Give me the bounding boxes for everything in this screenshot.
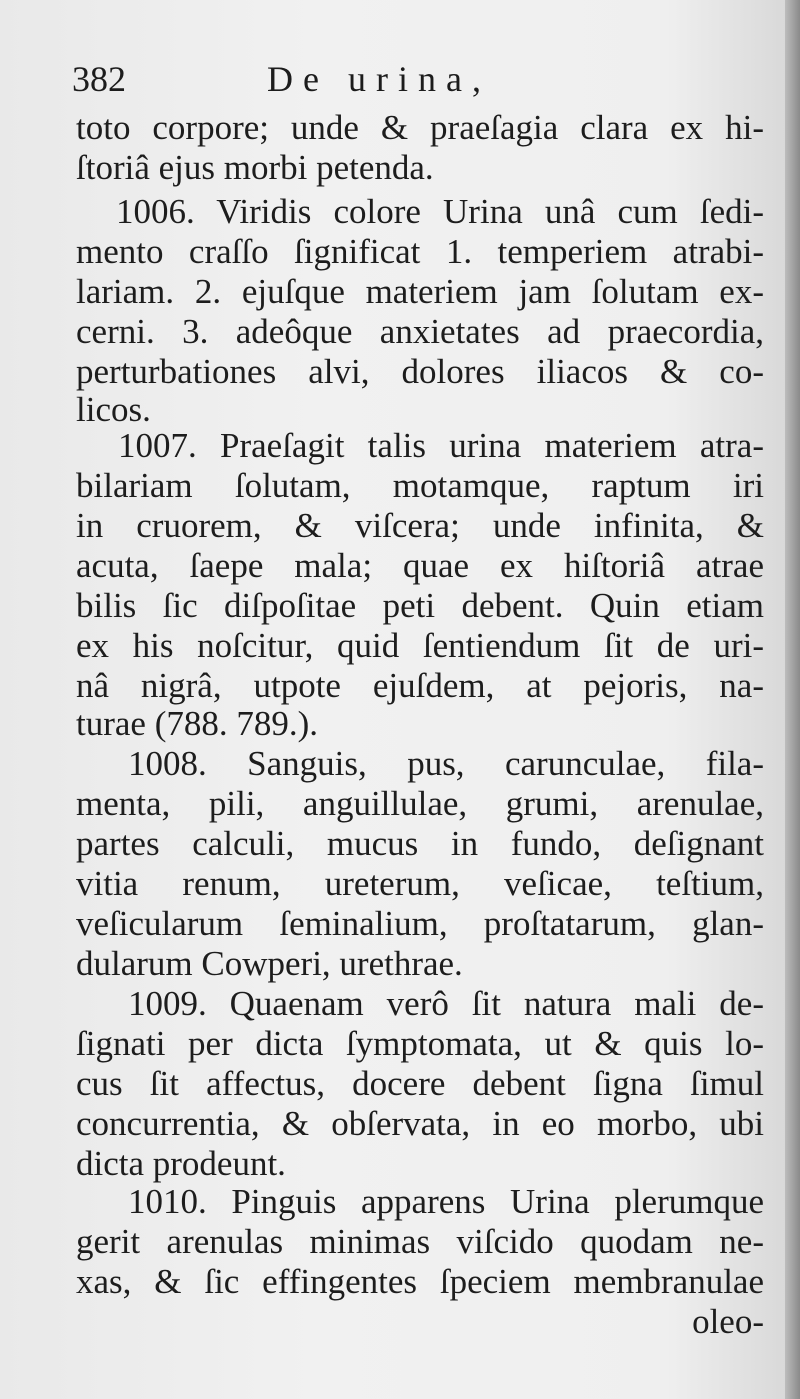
page-number: 382 bbox=[72, 59, 126, 99]
text-line: gerit arenulas minimas viſcido quodam ne- bbox=[76, 1222, 764, 1261]
page-edge bbox=[785, 0, 800, 1399]
text-line: dicta prodeunt. bbox=[76, 1144, 286, 1183]
text-line: ſignati per dicta ſymptomata, ut & quis lo- bbox=[76, 1024, 764, 1063]
text-line: cerni. 3. adeôque anxietates ad praecordia, bbox=[76, 312, 764, 351]
text-line: ex his noſcitur, quid ſentiendum ſit de uri- bbox=[76, 626, 764, 665]
running-title: De urina, bbox=[267, 59, 491, 99]
text-line: cus ſit affectus, docere debent ſigna ſimul bbox=[76, 1064, 764, 1103]
paragraph-1007-start: 1007. Praeſagit talis urina materiem atra- bbox=[118, 426, 764, 465]
text-line: vitia renum, ureterum, veſicae, teſtium, bbox=[76, 864, 764, 903]
text-line: turae (788. 789.). bbox=[76, 704, 319, 743]
text-line: bilariam ſolutam, motamque, raptum iri bbox=[76, 466, 764, 505]
page-header bbox=[72, 58, 772, 104]
text-line: perturbationes alvi, dolores iliacos & co- bbox=[76, 352, 764, 391]
text-line: mento craſſo ſignificat 1. temperiem atrabi- bbox=[76, 232, 764, 271]
text-line: xas, & ſic effingentes ſpeciem membranulae bbox=[76, 1262, 764, 1301]
paragraph-1006-start: 1006. Viridis colore Urina unâ cum ſedi- bbox=[116, 192, 764, 231]
text-line: acuta, ſaepe mala; quae ex hiſtoriâ atrae bbox=[76, 546, 764, 585]
text-line: nâ nigrâ, utpote ejuſdem, at pejoris, na- bbox=[76, 666, 764, 705]
paragraph-1008-start: 1008. Sanguis, pus, carunculae, fila- bbox=[128, 744, 764, 783]
text-line: bilis ſic diſpoſitae peti debent. Quin etiam bbox=[76, 586, 764, 625]
text-line: ſtoriâ ejus morbi petenda. bbox=[76, 148, 434, 187]
catchword: oleo- bbox=[692, 1302, 764, 1341]
paragraph-1010-start: 1010. Pinguis apparens Urina plerumque bbox=[128, 1182, 764, 1221]
text-line: menta, pili, anguillulae, grumi, arenulae, bbox=[76, 784, 764, 823]
text-line: toto corpore; unde & praeſagia clara ex hi- bbox=[76, 108, 764, 147]
text-line: veſicularum ſeminalium, proſtatarum, glan- bbox=[76, 904, 764, 943]
text-line: lariam. 2. ejuſque materiem jam ſolutam ex- bbox=[76, 272, 764, 311]
paragraph-1009-start: 1009. Quaenam verô ſit natura mali de- bbox=[128, 984, 764, 1023]
text-line: concurrentia, & obſervata, in eo morbo, ubi bbox=[76, 1104, 764, 1143]
text-line: licos. bbox=[76, 390, 151, 429]
text-line: in cruorem, & viſcera; unde infinita, & bbox=[76, 506, 764, 545]
text-line: partes calculi, mucus in fundo, deſignant bbox=[76, 824, 764, 863]
text-line: dularum Cowperi, urethrae. bbox=[76, 944, 463, 983]
